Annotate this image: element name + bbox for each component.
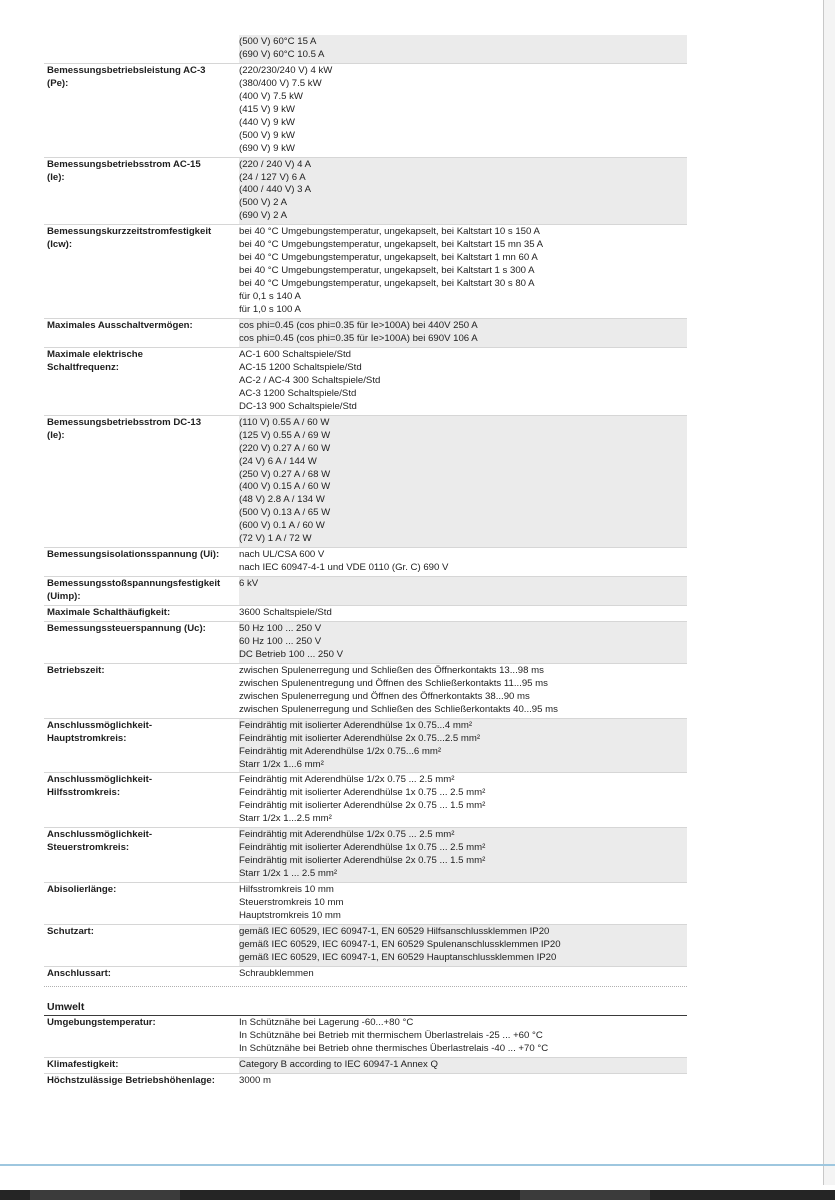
spec-value-line: nach IEC 60947-4-1 und VDE 0110 (Gr. C) 690 V	[239, 562, 449, 574]
spec-value-line: Feindrähtig mit isolierter Aderendhülse 1x 0.75...4 mm²	[239, 719, 473, 731]
spec-label	[44, 606, 239, 622]
spec-label	[44, 1073, 239, 1088]
spec-value-line: zwischen Spulenerregung und Öffnen des Öffnerkontakts 38...90 ms	[239, 690, 530, 702]
spec-value	[239, 773, 687, 828]
spec-label-line: Maximales Ausschaltvermögen:	[47, 320, 193, 332]
spec-value-line: bei 40 °C Umgebungstemperatur, ungekapselt, bei Kaltstart 30 s 80 A	[239, 278, 535, 290]
spec-label-line: Steuerstromkreis:	[47, 842, 130, 854]
spec-value-line: DC-13 900 Schaltspiele/Std	[239, 400, 357, 412]
spec-value-line: Feindrähtig mit Aderendhülse 1/2x 0.75...6 mm²	[239, 745, 442, 757]
spec-value-line: bei 40 °C Umgebungstemperatur, ungekapselt, bei Kaltstart 1 mn 60 A	[239, 252, 538, 264]
spec-label	[44, 1057, 239, 1073]
spec-value	[239, 1073, 687, 1088]
spec-value-line: (220 / 240 V) 4 A	[239, 158, 311, 170]
spec-value-line: Feindrähtig mit isolierter Aderendhülse 2x 0.75 ... 1.5 mm²	[239, 855, 486, 867]
spec-value	[239, 225, 687, 319]
spec-value-line: gemäß IEC 60529, IEC 60947-1, EN 60529 Spulenanschlussklemmen IP20	[239, 938, 561, 950]
spec-value-line: In Schütznähe bei Betrieb ohne thermisches Überlastrelais -40 ... +70 °C	[239, 1042, 549, 1054]
spec-value-line: (125 V) 0.55 A / 69 W	[239, 429, 331, 441]
spec-value-line: Schraubklemmen	[239, 967, 314, 979]
spec-row	[44, 548, 687, 577]
spec-label	[44, 347, 239, 415]
table-end-rule	[44, 982, 687, 987]
spec-value-line: Feindrähtig mit Aderendhülse 1/2x 0.75 ... 2.5 mm²	[239, 774, 455, 786]
spec-value-line: (24 V) 6 A / 144 W	[239, 455, 317, 467]
spec-value-line: Starr 1/2x 1...6 mm²	[239, 758, 324, 770]
spec-value-line: AC-3 1200 Schaltspiele/Std	[239, 387, 357, 399]
spec-label	[44, 319, 239, 348]
spec-label-line: Bemessungskurzzeitstromfestigkeit	[47, 226, 212, 238]
spec-value-line: gemäß IEC 60529, IEC 60947-1, EN 60529 Hauptanschlussklemmen IP20	[239, 951, 557, 963]
spec-value-line: 3600 Schaltspiele/Std	[239, 607, 332, 619]
spec-value-line: Feindrähtig mit isolierter Aderendhülse 2x 0.75...2.5 mm²	[239, 732, 481, 744]
spec-value-line: bei 40 °C Umgebungstemperatur, ungekapselt, bei Kaltstart 10 s 150 A	[239, 226, 540, 238]
spec-value-line: 3000 m	[239, 1074, 271, 1086]
spec-value-line: 50 Hz 100 ... 250 V	[239, 622, 322, 634]
spec-value-line: Starr 1/2x 1...2.5 mm²	[239, 813, 332, 825]
spec-row	[44, 924, 687, 966]
spec-label	[44, 924, 239, 966]
spec-label	[44, 663, 239, 718]
spec-value	[239, 828, 687, 883]
viewer-scroll-edge	[823, 0, 835, 1185]
spec-value	[239, 415, 687, 548]
spec-label-line: Maximale elektrische	[47, 348, 143, 360]
spec-value-line: Starr 1/2x 1 ... 2.5 mm²	[239, 868, 338, 880]
spec-value	[239, 1016, 687, 1057]
spec-value-line: für 0,1 s 140 A	[239, 291, 301, 303]
spec-value-line: AC-1 600 Schaltspiele/Std	[239, 348, 351, 360]
spec-label	[44, 966, 239, 981]
spec-row	[44, 1057, 687, 1073]
spec-label-line: Umgebungstemperatur:	[47, 1016, 156, 1028]
spec-row	[44, 966, 687, 981]
spec-value-line: In Schütznähe bei Lagerung -60...+80 °C	[239, 1016, 414, 1028]
spec-value-line: cos phi=0.45 (cos phi=0.35 für Ie>100A) bei 690V 106 A	[239, 332, 478, 344]
spec-value-line: (400 V) 7.5 kW	[239, 90, 303, 102]
spec-value-line: Feindrähtig mit isolierter Aderendhülse 1x 0.75 ... 2.5 mm²	[239, 842, 486, 854]
spec-label	[44, 577, 239, 606]
spec-value-line: (440 V) 9 kW	[239, 116, 295, 128]
taskbar-item[interactable]	[520, 1190, 650, 1200]
spec-row	[44, 883, 687, 925]
spec-value	[239, 1057, 687, 1073]
spec-value-line: DC Betrieb 100 ... 250 V	[239, 648, 343, 660]
spec-label-line: Bemessungssteuerspannung (Uc):	[47, 622, 206, 634]
spec-label-line: Anschlussmöglichkeit-	[47, 774, 153, 786]
spec-row	[44, 225, 687, 319]
spec-value-line: (500 V) 2 A	[239, 197, 287, 209]
spec-value	[239, 966, 687, 981]
spec-label	[44, 63, 239, 157]
spec-value-line: Feindrähtig mit Aderendhülse 1/2x 0.75 ... 2.5 mm²	[239, 829, 455, 841]
spec-value-line: zwischen Spulenentregung und Öffnen des Schließerkontakts 11...95 ms	[239, 677, 548, 689]
spec-value	[239, 548, 687, 577]
spec-value	[239, 924, 687, 966]
spec-value-line: AC-2 / AC-4 300 Schaltspiele/Std	[239, 374, 381, 386]
spec-label-line: Bemessungsbetriebsstrom DC-13	[47, 416, 202, 428]
spec-value-line: (600 V) 0.1 A / 60 W	[239, 520, 325, 532]
spec-row	[44, 828, 687, 883]
spec-label-line: (Ie):	[47, 171, 65, 183]
spec-row	[44, 319, 687, 348]
spec-value	[239, 883, 687, 925]
spec-value-line: (220/230/240 V) 4 kW	[239, 64, 333, 76]
spec-label-line: (Uimp):	[47, 591, 81, 603]
spec-value-line: 6 kV	[239, 578, 259, 590]
spec-value	[239, 718, 687, 773]
viewer-bottom-line	[0, 1164, 835, 1166]
spec-row	[44, 577, 687, 606]
spec-label-line: (Icw):	[47, 239, 73, 251]
spec-value-line: (400 / 440 V) 3 A	[239, 184, 311, 196]
spec-row	[44, 1016, 687, 1057]
spec-label-line: Anschlussmöglichkeit-	[47, 829, 153, 841]
spec-value-line: AC-15 1200 Schaltspiele/Std	[239, 361, 362, 373]
spec-value-line: (415 V) 9 kW	[239, 103, 295, 115]
spec-value-line: (48 V) 2.8 A / 134 W	[239, 494, 325, 506]
spec-value-line: (500 V) 60°C 15 A	[239, 36, 317, 47]
spec-value-line: Hauptstromkreis 10 mm	[239, 910, 341, 921]
spec-table-body	[44, 35, 687, 982]
spec-value-line: (690 V) 60°C 10.5 A	[239, 48, 325, 60]
spec-label-line: Abisolierlänge:	[47, 884, 117, 896]
spec-value-line: (110 V) 0.55 A / 60 W	[239, 416, 330, 428]
spec-value	[239, 606, 687, 622]
spec-label-line: Anschlussmöglichkeit-	[47, 719, 153, 731]
spec-value-line: Hilfsstromkreis 10 mm	[239, 884, 334, 896]
spec-value-line: (690 V) 2 A	[239, 210, 287, 222]
taskbar	[0, 1190, 835, 1200]
spec-row	[44, 773, 687, 828]
spec-row	[44, 157, 687, 225]
spec-value-line: (690 V) 9 kW	[239, 142, 295, 154]
spec-value	[239, 347, 687, 415]
spec-row	[44, 718, 687, 773]
spec-row	[44, 63, 687, 157]
spec-label-line: Hilfsstromkreis:	[47, 787, 121, 799]
spec-label	[44, 718, 239, 773]
spec-row	[44, 35, 687, 63]
spec-label-line: Bemessungsbetriebsstrom AC-15	[47, 158, 201, 170]
spec-label-line: Klimafestigkeit:	[47, 1058, 119, 1070]
spec-label-line: Anschlussart:	[47, 967, 111, 979]
taskbar-item[interactable]	[30, 1190, 180, 1200]
spec-value-line: (500 V) 0.13 A / 65 W	[239, 507, 331, 519]
spec-value	[239, 621, 687, 663]
spec-value-line: In Schütznähe bei Betrieb mit thermischem Überlastrelais -25 ... +60 °C	[239, 1029, 543, 1041]
spec-label	[44, 883, 239, 925]
spec-label-line: Höchstzulässige Betriebshöhenlage:	[47, 1074, 215, 1086]
spec-value-line: Feindrähtig mit isolierter Aderendhülse 1x 0.75 ... 2.5 mm²	[239, 787, 486, 799]
spec-value-line: nach UL/CSA 600 V	[239, 549, 325, 561]
spec-value-line: Steuerstromkreis 10 mm	[239, 897, 344, 909]
spec-value-line: zwischen Spulenerregung und Schließen des Öffnerkontakts 13...98 ms	[239, 664, 544, 676]
spec-value-line: für 1,0 s 100 A	[239, 304, 301, 316]
spec-value-line: (250 V) 0.27 A / 68 W	[239, 468, 331, 480]
spec-label-line: (Ie):	[47, 429, 65, 441]
spec-label-line: (Pe):	[47, 77, 69, 89]
environment-table-body	[44, 1016, 687, 1089]
section-heading-environment: Umwelt	[44, 1001, 687, 1016]
spec-value-line: bei 40 °C Umgebungstemperatur, ungekapselt, bei Kaltstart 1 s 300 A	[239, 265, 535, 277]
spec-value-line: (500 V) 9 kW	[239, 129, 295, 141]
spec-value-line: bei 40 °C Umgebungstemperatur, ungekapselt, bei Kaltstart 15 mn 35 A	[239, 239, 544, 251]
spec-row	[44, 1073, 687, 1088]
spec-value-line: cos phi=0.45 (cos phi=0.35 für Ie>100A) bei 440V 250 A	[239, 320, 478, 332]
spec-label-line: Bemessungsisolationsspannung (Ui):	[47, 549, 220, 561]
spec-value	[239, 35, 687, 63]
spec-label-line: Betriebszeit:	[47, 664, 105, 676]
spec-value-line: (400 V) 0.15 A / 60 W	[239, 481, 331, 493]
spec-row	[44, 347, 687, 415]
spec-value	[239, 63, 687, 157]
spec-label	[44, 157, 239, 225]
spec-value-line: (380/400 V) 7.5 kW	[239, 77, 322, 89]
spec-value-line: (72 V) 1 A / 72 W	[239, 533, 312, 545]
spec-row	[44, 663, 687, 718]
spec-label-line: Bemessungsbetriebsleistung AC-3	[47, 64, 206, 76]
spec-value-line: gemäß IEC 60529, IEC 60947-1, EN 60529 Hilfsanschlussklemmen IP20	[239, 925, 550, 937]
spec-value-line: 60 Hz 100 ... 250 V	[239, 635, 322, 647]
spec-value-line: Feindrähtig mit isolierter Aderendhülse 2x 0.75 ... 1.5 mm²	[239, 800, 486, 812]
spec-row	[44, 606, 687, 622]
spec-value	[239, 663, 687, 718]
spec-value	[239, 319, 687, 348]
spec-value-line: (220 V) 0.27 A / 60 W	[239, 442, 331, 454]
spec-label-line: Bemessungsstoßspannungsfestigkeit	[47, 578, 221, 590]
spec-label-line: Schaltfrequenz:	[47, 361, 119, 373]
spec-value-line: (24 / 127 V) 6 A	[239, 171, 306, 183]
spec-label-line: Maximale Schalthäufigkeit:	[47, 607, 171, 619]
spec-row	[44, 621, 687, 663]
spec-label	[44, 1016, 239, 1057]
spec-label	[44, 621, 239, 663]
spec-table	[44, 35, 687, 982]
spec-value-line: Category B according to IEC 60947-1 Annex Q	[239, 1058, 438, 1070]
spec-label	[44, 548, 239, 577]
spec-value-line: zwischen Spulenerregung und Schließen des Schließerkontakts 40...95 ms	[239, 703, 558, 715]
spec-value	[239, 157, 687, 225]
spec-row	[44, 415, 687, 548]
datasheet	[44, 35, 687, 1089]
spec-label	[44, 415, 239, 548]
spec-label-line: Hauptstromkreis:	[47, 732, 127, 744]
spec-label	[44, 225, 239, 319]
spec-value	[239, 577, 687, 606]
spec-label	[44, 828, 239, 883]
spec-label	[44, 35, 239, 63]
environment-table	[44, 1016, 687, 1089]
spec-label-line: Schutzart:	[47, 925, 94, 937]
spec-label	[44, 773, 239, 828]
